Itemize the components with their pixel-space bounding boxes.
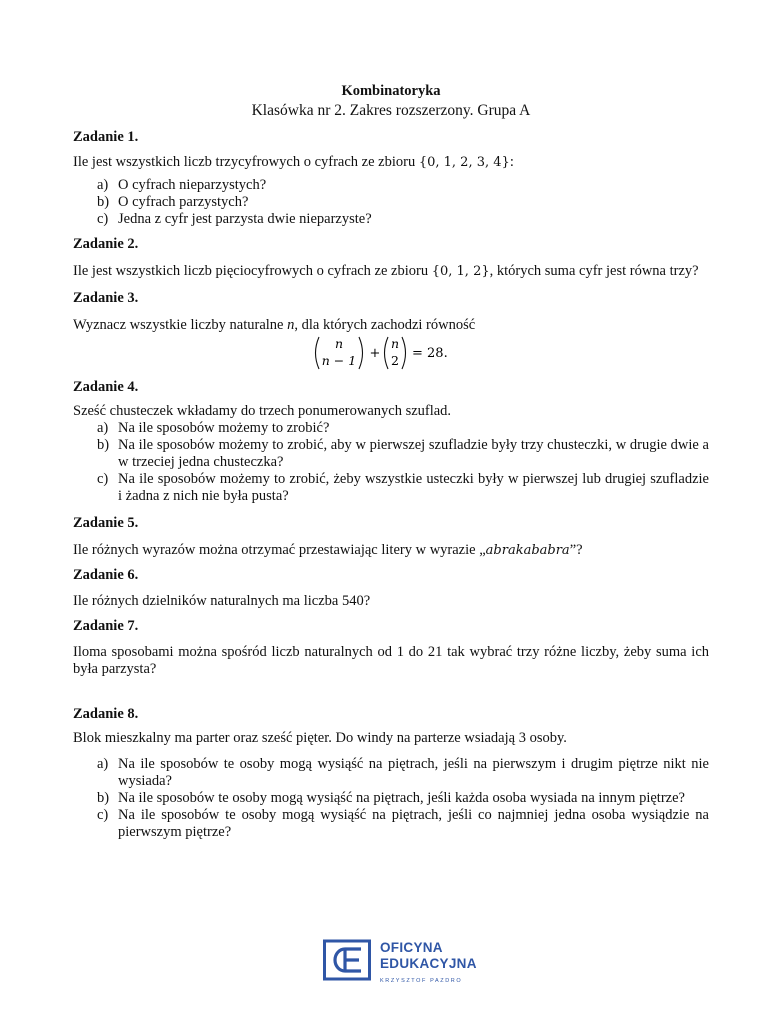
- binom2-bottom: 2: [391, 353, 399, 368]
- task-4-text: Sześć chusteczek wkładamy do trzech ponumerowanych szuflad.: [73, 403, 452, 419]
- logo-line-1: OFICYNA: [380, 940, 443, 955]
- binom1-top: n: [334, 336, 344, 351]
- oe-logo-icon: [323, 939, 373, 983]
- task-3-text: Wyznacz wszystkie liczby naturalne n, dla których zachodzi równość: [73, 317, 476, 333]
- left-paren-2: [385, 337, 389, 369]
- task-2-set: {0, 1, 2}: [431, 264, 490, 279]
- task-6-text: Ile różnych dzielników naturalnych ma liczba 540?: [73, 593, 371, 609]
- left-paren-1: [316, 337, 320, 369]
- list-item: a) O cyfrach nieparzystych?: [97, 177, 267, 193]
- task-5-word: abrakababra: [485, 543, 570, 558]
- plus-sign: +: [369, 346, 381, 361]
- task-4-items: [73, 420, 709, 505]
- document-page: [73, 83, 709, 841]
- list-item: b) Na ile sposobów te osoby mogą wysiąść na piętrach, jeśli każda osoba wysiada na innym piętrze?: [97, 790, 685, 806]
- task-1-items: [73, 177, 709, 228]
- publisher-logo: [323, 939, 477, 984]
- binomial-equation: [73, 335, 709, 371]
- binom2-top: n: [390, 336, 400, 351]
- task-7-text: Iloma sposobami można spośród liczb naturalnych od 1 do 21 tak wybrać trzy różne liczby, żeby suma ich była parzysta?: [73, 644, 709, 677]
- task-1-set: {0, 1, 2, 3, 4}: [418, 155, 510, 170]
- document-title: Kombinatoryka: [341, 83, 441, 99]
- list-item: c) Na ile sposobów możemy to zrobić, żeby wszystkie usteczki były w pierwszej lub drugiej szufladzie i żadna z nich nie była pusta?: [97, 471, 709, 504]
- task-8-heading: Zadanie 8.: [73, 706, 139, 722]
- binomial-equation-svg: [311, 335, 471, 371]
- document-subtitle: Klasówka nr 2. Zakres rozszerzony. Grupa A: [251, 102, 531, 119]
- list-item: b) O cyfrach parzystych?: [97, 194, 249, 210]
- task-1-heading: Zadanie 1.: [73, 129, 139, 145]
- task-7-heading: Zadanie 7.: [73, 618, 139, 634]
- right-paren-1: [359, 337, 363, 369]
- task-8-items: [73, 756, 709, 841]
- equation-rhs: = 28.: [412, 346, 448, 361]
- right-paren-2: [402, 337, 406, 369]
- task-4-heading: Zadanie 4.: [73, 379, 139, 395]
- task-5-heading: Zadanie 5.: [73, 515, 139, 531]
- list-item: c) Na ile sposobów te osoby mogą wysiąść na piętrach, jeśli co najmniej jedna osoba wysiądzie na pierwszym piętrze?: [97, 807, 709, 840]
- task-6-heading: Zadanie 6.: [73, 567, 139, 583]
- list-item: a) Na ile sposobów te osoby mogą wysiąść na piętrach, jeśli na pierwszym i drugim piętrze nikt nie wysiada?: [97, 756, 709, 789]
- task-2-text: Ile jest wszystkich liczb pięciocyfrowych o cyfrach ze zbioru {0, 1, 2}, których suma cyfr jest równa trzy?: [73, 263, 699, 279]
- list-item: a) Na ile sposobów możemy to zrobić?: [97, 420, 330, 436]
- task-8-text: Blok mieszkalny ma parter oraz sześć pięter. Do windy na parterze wsiadają 3 osoby.: [73, 730, 567, 746]
- task-5-text: Ile różnych wyrazów można otrzymać przestawiając litery w wyrazie „abrakababra”?: [73, 542, 583, 558]
- binom1-bottom: n − 1: [321, 353, 357, 368]
- task-1-text: Ile jest wszystkich liczb trzycyfrowych o cyfrach ze zbioru {0, 1, 2, 3, 4}:: [73, 154, 514, 170]
- logo-line-3: KRZYSZTOF PAZDRO: [380, 978, 463, 984]
- task-3-heading: Zadanie 3.: [73, 290, 139, 306]
- task-2-heading: Zadanie 2.: [73, 236, 139, 252]
- logo-line-2: EDUKACYJNA: [380, 956, 477, 971]
- list-item: b) Na ile sposobów możemy to zrobić, aby w pierwszej szufladzie były trzy chusteczki, w drugie dwie a w trzeciej jedna chusteczka?: [97, 437, 709, 470]
- list-item: c) Jedna z cyfr jest parzysta dwie nieparzyste?: [97, 211, 372, 227]
